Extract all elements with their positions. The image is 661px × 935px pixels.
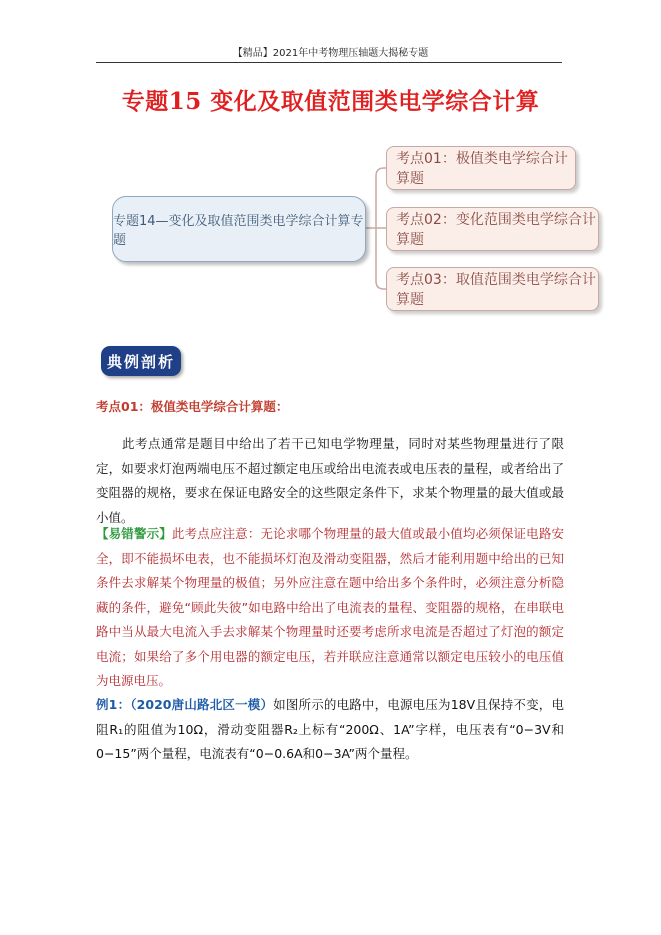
section-badge: 典例剖析	[101, 346, 181, 376]
mindmap-branch-3: 考点03：取值范围类电学综合计算题	[386, 267, 599, 311]
example-paragraph	[96, 693, 564, 767]
mindmap-branch-2: 考点02：变化范围类电学综合计算题	[386, 207, 599, 251]
example-label: 例1：（2020唐山路北区一模）	[96, 697, 274, 712]
header-divider	[96, 62, 562, 63]
warning-paragraph	[96, 522, 564, 694]
warning-label: 【易错警示】	[96, 526, 172, 541]
page-title: 专题15 变化及取值范围类电学综合计算	[121, 88, 540, 115]
warning-text: 此考点应注意：无论求哪个物理量的最大值或最小值均必须保证电路安全，即不能损坏电表，也不能损坏灯泡及滑动变阻器，然后才能利用题中给出的已知条件去求解某个物理量的极值；另外应注意在题中给出多个条件时，必须注意分析隐藏的条件，避免“顾此失彼”如电路中给出了电流表的量程、变阻器的规格，在串联电路中当从最大电流入手去求解某个物理量时还要考虑所求电流是否超过了灯泡的额定电流；如果给了多个用电器的额定电压，若并联应注意通常以额定电压较小的电压值为电源电压。	[96, 526, 564, 688]
example-text: 如图所示的电路中，电源电压为18V且保持不变，电阻R₁的阻值为10Ω，滑动变阻器R₂上标有“200Ω、1A”字样，电压表有“0−3V和0−15”两个量程，电流表有“0−0.6A和0−3A”两个量程。	[96, 697, 564, 761]
page-header: 【精品】2021年中考物理压轴题大揭秘专题	[232, 48, 429, 59]
mindmap-root-node: 专题14—变化及取值范围类电学综合计算专题	[112, 196, 366, 262]
intro-paragraph: 此考点通常是题目中给出了若干已知电学物理量，同时对某些物理量进行了限定，如要求灯泡两端电压不超过额定电压或给出电流表或电压表的量程，或者给出了变阻器的规格，要求在保证电路安全的这些限定条件下，求某个物理量的最大值或最小值。	[96, 436, 564, 525]
section-heading: 考点01：极值类电学综合计算题：	[96, 399, 289, 414]
mindmap-branch-1: 考点01：极值类电学综合计算题	[386, 146, 576, 190]
